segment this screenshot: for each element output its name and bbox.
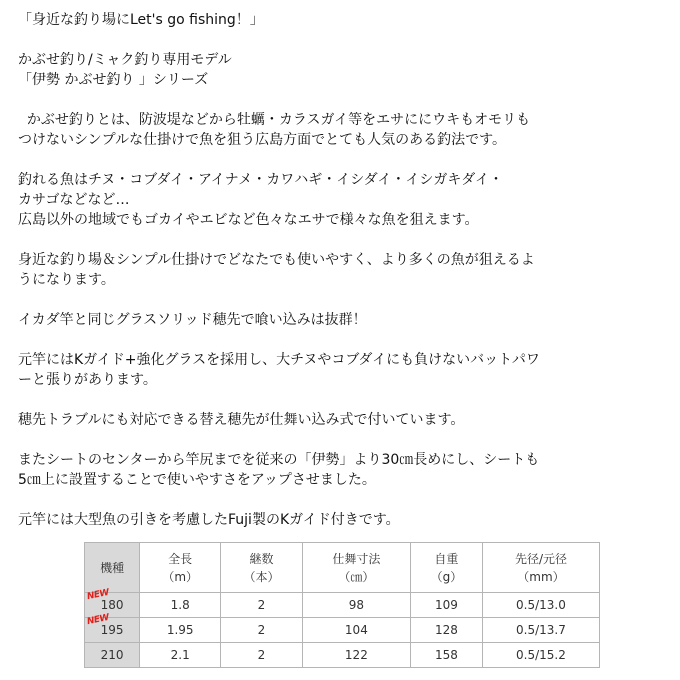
header-sections: 継数 （本） — [221, 543, 303, 593]
weight-cell: 109 — [410, 593, 482, 618]
target-fish-paragraph: 釣れる魚はチヌ・コブダイ・アイナメ・カワハギ・イシダイ・イシガキダイ・ カサゴなどなど… 広島以外の地域でもゴカイやエビなど色々なエサで様々な魚を狙えます。 — [18, 172, 503, 228]
product-description — [18, 10, 668, 530]
table-row — [85, 643, 600, 668]
sections-cell: 2 — [221, 643, 303, 668]
new-badge: NEW — [86, 587, 110, 603]
diameter-cell: 0.5/13.0 — [482, 593, 599, 618]
length-cell: 2.1 — [140, 643, 221, 668]
header-weight: 自重 （g） — [410, 543, 482, 593]
tagline: 「身近な釣り場にLet's go fishing！」 — [18, 12, 264, 28]
header-diameter: 先径/元径 （mm） — [482, 543, 599, 593]
diameter-cell: 0.5/13.7 — [482, 618, 599, 643]
weight-cell: 158 — [410, 643, 482, 668]
length-cell: 1.8 — [140, 593, 221, 618]
table-row — [85, 618, 600, 643]
usability-paragraph: 身近な釣り場＆シンプル仕掛けでどなたでも使いやすく、より多くの魚が狙えるよ うになります。 — [18, 252, 535, 288]
length-cell: 1.95 — [140, 618, 221, 643]
closed-length-cell: 122 — [302, 643, 410, 668]
model-cell: NEW 195 — [85, 618, 140, 643]
header-closed-length: 仕舞寸法 （㎝） — [302, 543, 410, 593]
new-badge: NEW — [86, 612, 110, 628]
seat-paragraph: またシートのセンターから竿尻までを従来の「伊勢」より30㎝長めにし、シートも 5㎝上に設置することで使いやすさをアップさせました。 — [18, 452, 540, 488]
guide-paragraph: 元竿には大型魚の引きを考慮したFuji製のKガイド付きです。 — [18, 512, 400, 528]
spec-table-header-row — [85, 543, 600, 593]
butt-paragraph: 元竿にはKガイド+強化グラスを採用し、大チヌやコブダイにも負けないバットパワ ーと張りがあります。 — [18, 352, 540, 388]
description-paragraph: かぶせ釣りとは、防波堤などから牡蠣・カラスガイ等をエサににウキもオモリも つけないシンプルな仕掛けで魚を狙う広島方面でとても人気のある釣法です。 — [18, 112, 531, 148]
model-cell: NEW 180 — [85, 593, 140, 618]
model-cell: 210 — [85, 643, 140, 668]
spec-table — [84, 542, 600, 668]
header-model: 機種 — [85, 543, 140, 593]
sections-cell: 2 — [221, 593, 303, 618]
weight-cell: 128 — [410, 618, 482, 643]
tip-paragraph: イカダ竿と同じグラスソリッド穂先で喰い込みは抜群！ — [18, 312, 367, 328]
closed-length-cell: 98 — [302, 593, 410, 618]
header-length: 全長 （m） — [140, 543, 221, 593]
diameter-cell: 0.5/15.2 — [482, 643, 599, 668]
model-heading: かぶせ釣り/ミャク釣り専用モデル 「伊勢 かぶせ釣り 」シリーズ — [18, 52, 232, 88]
closed-length-cell: 104 — [302, 618, 410, 643]
table-row — [85, 593, 600, 618]
spare-tip-paragraph: 穂先トラブルにも対応できる替え穂先が仕舞い込み式で付いています。 — [18, 412, 465, 428]
sections-cell: 2 — [221, 618, 303, 643]
